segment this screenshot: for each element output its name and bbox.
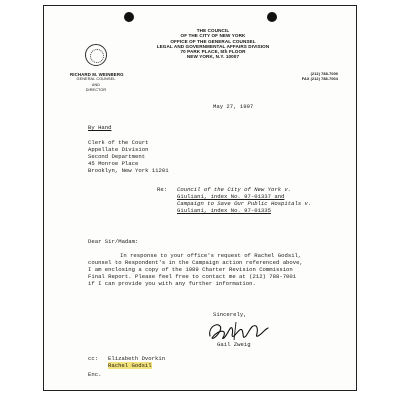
general-counsel-title: GENERAL COUNSEL [76, 77, 116, 82]
letterhead-line: LEGAL AND GOVERNMENTAL AFFAIRS DIVISION [156, 43, 270, 49]
body-line: counsel to Respondent's in the Campaign action referenced above, [88, 259, 303, 266]
letterhead-line: OF THE CITY OF NEW YORK [180, 33, 246, 39]
re-block [177, 186, 311, 214]
recipient-line: Appellate Division [88, 146, 149, 153]
delivery-method: By Hand [88, 124, 112, 131]
body-line: if I can provide you with any further information. [88, 280, 256, 287]
recipient-line: Second Department [88, 153, 146, 160]
punch-hole-icon [267, 12, 277, 22]
closing: Sincerely, [213, 311, 247, 318]
salutation: Dear Sir/Madam: [88, 238, 139, 245]
re-line: Giuliani, index No. 97-01335 [177, 207, 271, 214]
body-line: In response to your office's request of Rachel Godsil, [120, 252, 302, 259]
letterhead-line: THE COUNCIL [196, 28, 230, 33]
recipient-line: Clerk of the Court [88, 139, 149, 146]
letterhead-line: NEW YORK, N.Y. 10007 [186, 54, 240, 60]
re-line: Campaign to Save Our Public Hospitals v. [177, 200, 312, 207]
letterhead-line: 70 PARK PLACE, 5th FLOOR [180, 49, 246, 55]
body-line: Final Report. Please feel free to contact me at (212) 788-7001 [88, 273, 297, 280]
cc-name-highlighted: Rachel Godsil [108, 362, 152, 369]
fax-number: FAX (212) 788-7004 [301, 77, 338, 82]
signer-name: Gail Zweig [217, 341, 251, 348]
recipient-address [88, 139, 169, 174]
cc-list [108, 355, 165, 369]
letterhead [148, 28, 278, 60]
recipient-line: 45 Monroe Place [88, 160, 139, 167]
re-label: Re: [157, 186, 168, 193]
enclosure-note: Enc. [88, 371, 102, 378]
general-counsel-title: AND [91, 82, 101, 87]
general-counsel-name: RICHARD M. WEINBERG [70, 72, 124, 77]
contact-block [290, 72, 338, 83]
cc-name: Elizabeth Dvorkin [108, 355, 166, 362]
recipient-line: Brooklyn, New York 11201 [88, 167, 169, 174]
re-line: Council of the City of New York v. [177, 186, 292, 193]
phone-number: (212) 788-7000 [310, 72, 338, 76]
letter-body [88, 252, 303, 287]
letterhead-line: OFFICE OF THE GENERAL COUNSEL [170, 38, 256, 44]
cc-label: cc: [88, 355, 99, 362]
body-line: I am enclosing a copy of the 1989 Charter Revision Commission [88, 266, 293, 273]
re-line: Giuliani, index No. 97-01337 and [177, 193, 285, 200]
punch-hole-icon [124, 12, 134, 22]
letter-date: May 27, 1997 [213, 103, 254, 110]
general-counsel-title: DIRECTOR [85, 87, 107, 92]
city-seal-icon [85, 44, 107, 66]
letterhead-left-block [70, 72, 122, 93]
